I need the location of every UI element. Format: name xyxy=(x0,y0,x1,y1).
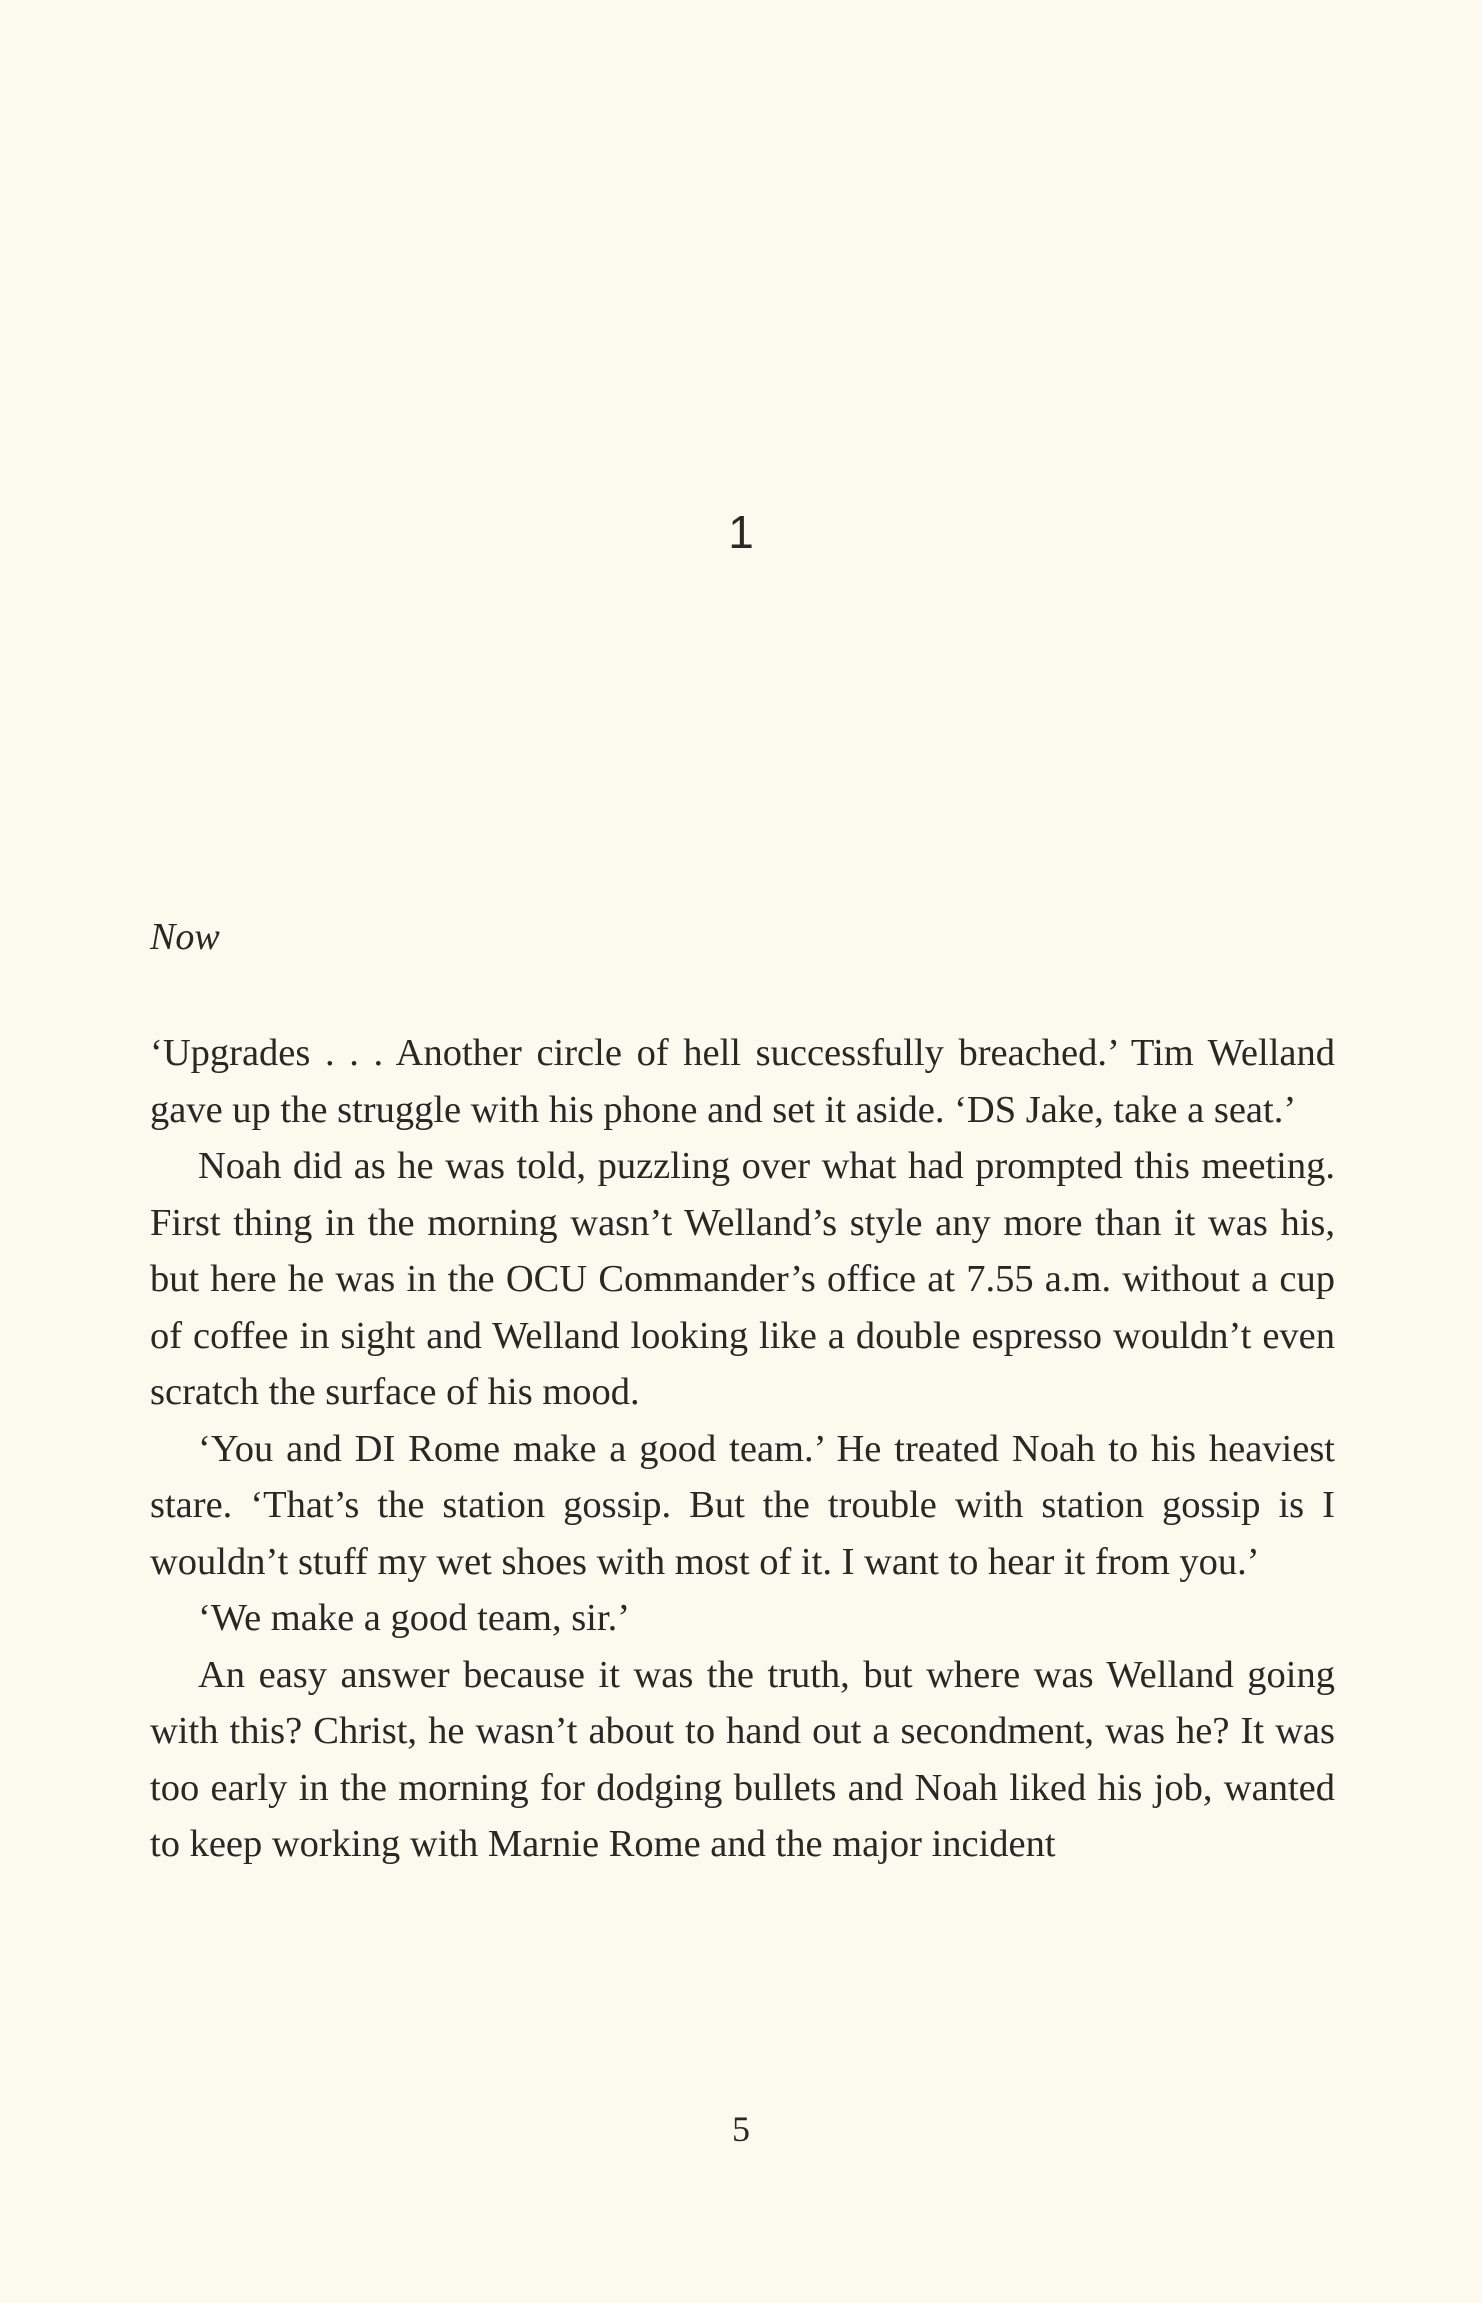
paragraph: ‘Upgrades . . . Another circle of hell successfully breached.’ Tim Welland gave up the struggle with his phone and set it aside. ‘DS Jake, take a seat.’ xyxy=(150,1032,1335,1131)
body-text xyxy=(150,1025,1335,1873)
paragraph: ‘You and DI Rome make a good team.’ He treated Noah to his heaviest stare. ‘That’s the station gossip. But the trouble with station gossip is I wouldn’t stuff my wet shoes with most of it. I want to hear it from you.’ xyxy=(150,1427,1335,1583)
paragraph: Noah did as he was told, puzzling over what had prompted this meeting. First thing in the morning wasn’t Welland’s style any more than it was his, but here he was in the OCU Commander’s office at 7.55 a.m. without a cup of coffee in sight and Welland looking like a double espresso wouldn’t even scratch the surface of his mood. xyxy=(150,1145,1335,1413)
chapter-number: 1 xyxy=(728,506,754,558)
page-number: 5 xyxy=(732,2109,750,2149)
section-label: Now xyxy=(150,916,220,958)
paragraph: ‘We make a good team, sir.’ xyxy=(198,1597,631,1639)
paragraph: An easy answer because it was the truth, but where was Welland going with this? Christ, he wasn’t about to hand out a secondment, was he? It was too early in the morning for dodging bullets and Noah liked his job, wanted to keep working with Marnie Rome and the major incident xyxy=(150,1653,1335,1865)
